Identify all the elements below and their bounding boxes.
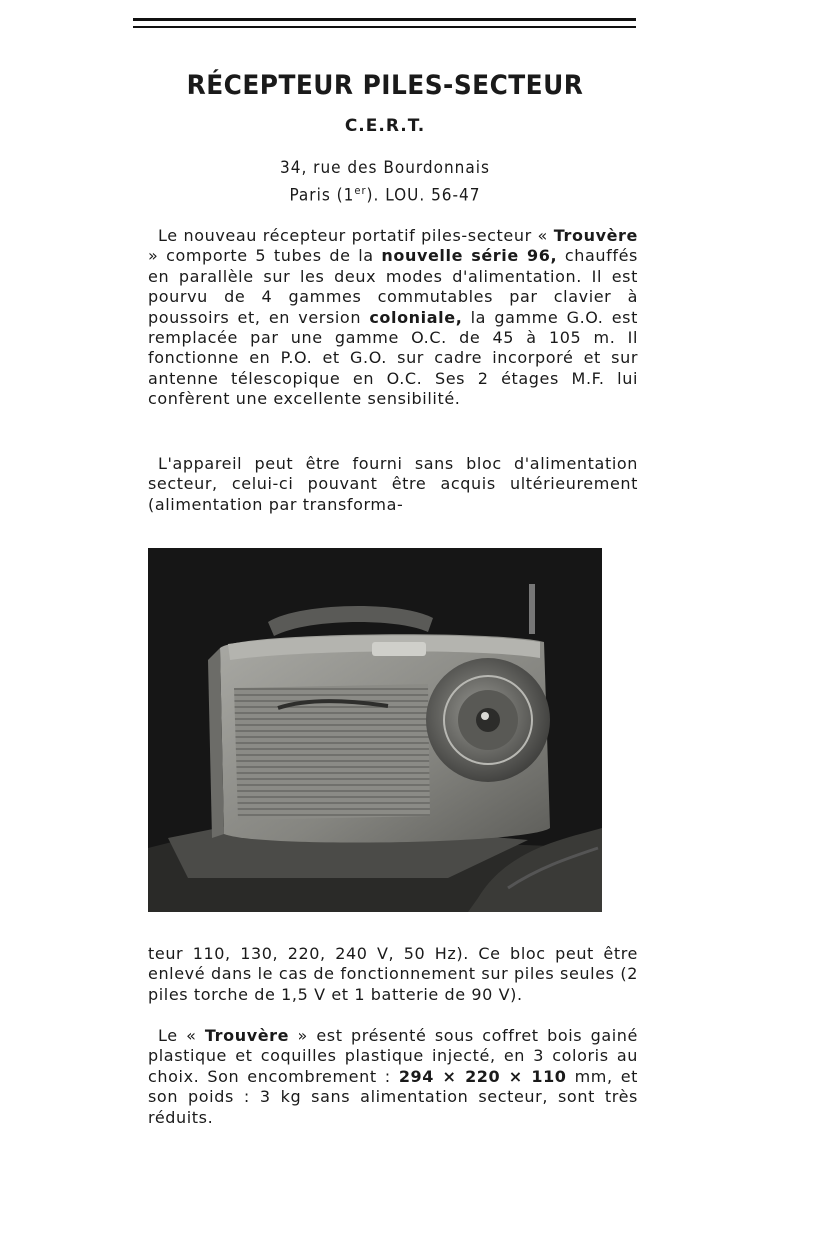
radio-illustration bbox=[148, 548, 602, 912]
paragraph-power-supply-start: L'appareil peut être fourni sans bloc d'alimentation secteur, celui-ci pouvant être acquis ultérieurement (alimentation par transforma- bbox=[148, 454, 638, 514]
paragraph-power-supply-end: teur 110, 130, 220, 240 V, 50 Hz). Ce bloc peut être enlevé dans le cas de fonctionnement sur piles seules (2 piles torche de 1,5 V et 1 batterie de 90 V). bbox=[148, 944, 638, 1004]
address-city-phone: Paris (1er). LOU. 56-47 bbox=[289, 184, 481, 206]
paragraph-intro: Le nouveau récepteur portatif piles-secteur « Trouvère » comporte 5 tubes de la nouvelle série 96, chauffés en parallèle sur les deux modes d'alimentation. Il est pourvu de 4 gammes commutables par clavier à poussoirs et, en version coloniale, la gamme G.O. est remplacée par une gamme O.C. de 45 à 105 m. Il fonctionne en P.O. et G.O. sur cadre incorporé et sur antenne télescopique en O.C. Ses 2 étages M.F. lui confèrent une excellente sensibilité. bbox=[148, 226, 638, 409]
article-title: RÉCEPTEUR PILES-SECTEUR bbox=[186, 70, 584, 101]
address-street: 34, rue des Bourdonnais bbox=[280, 158, 490, 178]
portable-radio-photo bbox=[148, 548, 602, 912]
header-double-rule bbox=[133, 18, 636, 30]
paragraph-presentation: Le « Trouvère » est présenté sous coffret bois gainé plastique et coquilles plastique injecté, en 3 coloris au choix. Son encombrement : 294 × 220 × 110 mm, et son poids : 3 kg sans alimentation secteur, sont très réduits. bbox=[148, 1026, 639, 1127]
manufacturer-name: C.E.R.T. bbox=[344, 116, 426, 136]
